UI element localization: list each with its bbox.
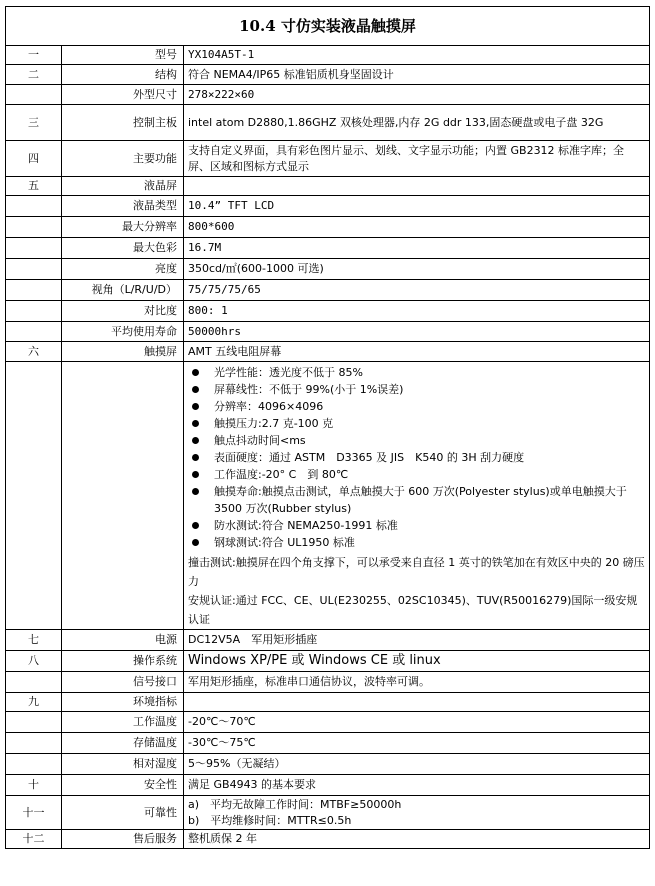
spec-row [6, 280, 650, 301]
spec-row [6, 830, 650, 849]
spec-value: 10.4” TFT LCD [184, 196, 650, 217]
spec-value: -30℃～75℃ [184, 733, 650, 754]
spec-value: 军用矩形插座，标准串口通信协议，波特率可调。 [184, 672, 650, 693]
spec-label: 结构 [62, 65, 184, 85]
spec-row [6, 712, 650, 733]
list-item [188, 398, 645, 415]
spec-row [6, 796, 650, 830]
spec-row [6, 65, 650, 85]
spec-label: 最大色彩 [62, 238, 184, 259]
spec-row [6, 733, 650, 754]
spec-row [6, 259, 650, 280]
spec-value: 支持自定义界面，具有彩色图片显示、划线、文字显示功能；内置 GB2312 标准字库；全屏、区域和图标方式显示 [184, 141, 650, 177]
list-item [188, 483, 645, 517]
section-number [6, 217, 62, 238]
spec-label: 信号接口 [62, 672, 184, 693]
spec-row [6, 693, 650, 712]
spec-label: 型号 [62, 46, 184, 65]
spec-label: 环境指标 [62, 693, 184, 712]
spec-row [6, 141, 650, 177]
spec-row [6, 322, 650, 342]
section-number [6, 733, 62, 754]
bullet-icon [192, 471, 199, 478]
spec-label: 工作温度 [62, 712, 184, 733]
spec-label: 亮度 [62, 259, 184, 280]
list-item-text: 屏幕线性：不低于 99%(小于 1%误差) [214, 383, 404, 396]
spec-label: 操作系统 [62, 651, 184, 672]
spec-row [6, 85, 650, 105]
list-item-text: 光学性能：透光度不低于 85% [214, 366, 363, 379]
bullet-icon [192, 522, 199, 529]
spec-value: DC12V5A 军用矩形插座 [184, 630, 650, 651]
section-number: 八 [6, 651, 62, 672]
title-row [6, 7, 650, 46]
document-title: 10.4 寸仿实装液晶触摸屏 [6, 7, 650, 46]
spec-row [6, 754, 650, 775]
spec-value: YX104A5T-1 [184, 46, 650, 65]
spec-row [6, 342, 650, 362]
spec-row [6, 105, 650, 141]
spec-row [6, 217, 650, 238]
list-item [188, 517, 645, 534]
spec-value: 800: 1 [184, 301, 650, 322]
spec-label: 最大分辨率 [62, 217, 184, 238]
spec-label: 液晶屏 [62, 177, 184, 196]
spec-value: 50000hrs [184, 322, 650, 342]
list-item-text: 工作温度:-20° C 到 80℃ [214, 468, 349, 481]
spec-value: 16.7M [184, 238, 650, 259]
section-number [6, 85, 62, 105]
list-item [188, 432, 645, 449]
bullet-icon [192, 369, 199, 376]
section-number [6, 754, 62, 775]
bullet-icon [192, 539, 199, 546]
section-number [6, 280, 62, 301]
spec-value: 800*600 [184, 217, 650, 238]
section-number: 七 [6, 630, 62, 651]
section-number [6, 712, 62, 733]
bullet-icon [192, 437, 199, 444]
list-item: b) 平均维修时间：MTTR≤0.5h [188, 813, 352, 827]
touch-specs-cell [184, 362, 650, 630]
spec-label: 存储温度 [62, 733, 184, 754]
section-number: 十 [6, 775, 62, 796]
safety-cert-text: 安规认证:通过 FCC、CE、UL(E230255、02SC10345)、TUV(R50016279)国际一级安规认证 [188, 594, 638, 626]
spec-row [6, 177, 650, 196]
list-item [188, 534, 645, 551]
spec-label: 液晶类型 [62, 196, 184, 217]
spec-table [5, 6, 650, 849]
list-item-text: 触点抖动时间<ms [214, 434, 306, 447]
section-number: 六 [6, 342, 62, 362]
spec-row [6, 630, 650, 651]
section-number: 十一 [6, 796, 62, 830]
spec-value: 350cd/㎡(600-1000 可选) [184, 259, 650, 280]
section-number: 三 [6, 105, 62, 141]
spec-label: 视角（L/R/U/D） [62, 280, 184, 301]
bullet-icon [192, 386, 199, 393]
section-number [6, 259, 62, 280]
section-number [6, 322, 62, 342]
spec-label: 对比度 [62, 301, 184, 322]
section-number [6, 301, 62, 322]
list-item [188, 466, 645, 483]
spec-label: 主要功能 [62, 141, 184, 177]
spec-label: 触摸屏 [62, 342, 184, 362]
section-number: 四 [6, 141, 62, 177]
spec-label: 安全性 [62, 775, 184, 796]
spec-label: 电源 [62, 630, 184, 651]
list-item-text: 触摸压力:2.7 克-100 克 [214, 417, 334, 430]
list-item-text: 分辨率：4096×4096 [214, 400, 324, 413]
section-number: 一 [6, 46, 62, 65]
list-item-text: 钢球测试:符合 UL1950 标准 [214, 536, 355, 549]
spec-value: Windows XP/PE 或 Windows CE 或 linux [184, 651, 650, 672]
spec-row [6, 46, 650, 65]
section-number: 十二 [6, 830, 62, 849]
section-number: 五 [6, 177, 62, 196]
touch-specs-list [188, 362, 645, 553]
spec-label [62, 362, 184, 630]
spec-label: 可靠性 [62, 796, 184, 830]
section-number: 二 [6, 65, 62, 85]
list-item [188, 364, 645, 381]
spec-value: AMT 五线电阻屏幕 [184, 342, 650, 362]
list-item-text: 表面硬度：通过 ASTM D3365 及 JIS K540 的 3H 刮力硬度 [214, 451, 525, 464]
section-number [6, 238, 62, 259]
bullet-icon [192, 488, 199, 495]
list-item-text: 防水测试:符合 NEMA250-1991 标准 [214, 519, 398, 532]
list-item: a) 平均无故障工作时间：MTBF≥50000h [188, 797, 402, 811]
spec-row [6, 651, 650, 672]
spec-value: 满足 GB4943 的基本要求 [184, 775, 650, 796]
bullet-icon [192, 420, 199, 427]
section-number [6, 196, 62, 217]
spec-value: 整机质保 2 年 [184, 830, 650, 849]
spec-value: 符合 NEMA4/IP65 标准铝质机身坚固设计 [184, 65, 650, 85]
spec-row [6, 196, 650, 217]
spec-value [184, 177, 650, 196]
section-number [6, 672, 62, 693]
bullet-icon [192, 454, 199, 461]
spec-value: 75/75/75/65 [184, 280, 650, 301]
reliability-cell [184, 796, 650, 830]
spec-value: 5～95%（无凝结） [184, 754, 650, 775]
spec-value: 278×222×60 [184, 85, 650, 105]
section-number: 九 [6, 693, 62, 712]
spec-label: 售后服务 [62, 830, 184, 849]
spec-row [6, 238, 650, 259]
spec-value [184, 693, 650, 712]
spec-row [6, 672, 650, 693]
list-item-text: 触摸寿命:触摸点击测试，单点触摸大于 600 万次(Polyester stylus)或单电触摸大于 3500 万次(Rubber stylus) [214, 485, 627, 515]
spec-value: -20℃～70℃ [184, 712, 650, 733]
list-item [188, 381, 645, 398]
spec-label: 相对湿度 [62, 754, 184, 775]
spec-label: 外型尺寸 [62, 85, 184, 105]
spec-row [6, 301, 650, 322]
spec-label: 平均使用寿命 [62, 322, 184, 342]
section-number [6, 362, 62, 630]
impact-test-text: 撞击测试:触摸屏在四个角支撑下，可以承受来自直径 1 英寸的铁笔加在有效区中央的 20 磅压力 [188, 556, 645, 588]
bullet-icon [192, 403, 199, 410]
spec-row [6, 775, 650, 796]
list-item [188, 415, 645, 432]
touch-specs-row [6, 362, 650, 630]
spec-value: intel atom D2880,1.86GHZ 双核处理器,内存 2G ddr 133,固态硬盘或电子盘 32G [184, 105, 650, 141]
list-item [188, 449, 645, 466]
spec-label: 控制主板 [62, 105, 184, 141]
